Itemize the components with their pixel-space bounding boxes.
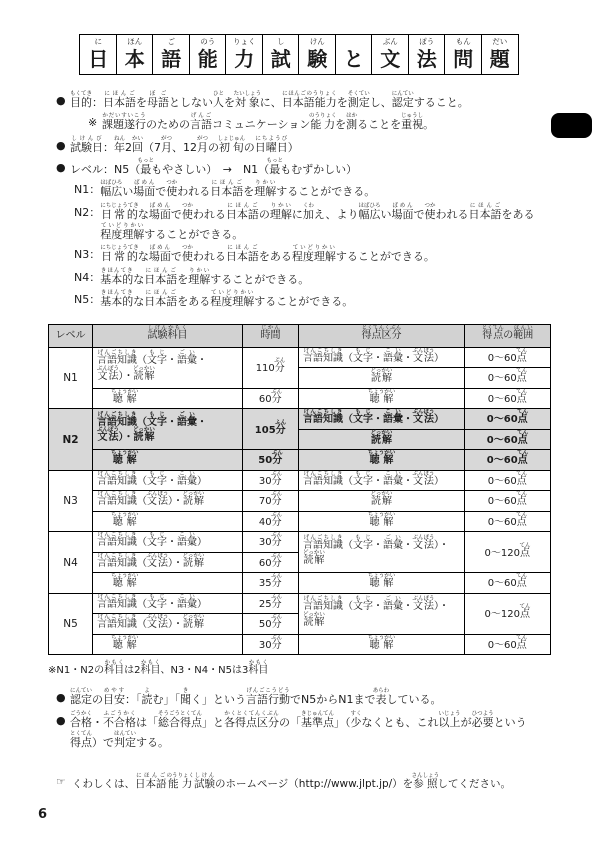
title-char-box (189, 34, 227, 75)
purpose-text: 目的もくてき：日本語にほんごを母語ぼごとしない人ひとを対象たいしょうに、日本語能力にほんごのうりょくを測定そくていし、認定にんていすること。 (70, 91, 469, 109)
level-desc-line (48, 203, 550, 246)
level-overview-line (48, 158, 550, 180)
note-text: 認定にんていの目安めやす：「読よむ」「聞きく」という言語行動げんごこうどうでN5からN1まで表あらわしている。 (70, 688, 442, 707)
score-section-cell: 聴解ちょうかい (299, 511, 465, 532)
subject-cell: 聴解ちょうかい (93, 573, 243, 594)
score-section-cell: 読解どっかい (299, 429, 465, 450)
score-section-cell: 言語知識げんごちしき（文字もじ・語彙ごい・文法ぶんぽう）・読解どっかい (299, 593, 465, 634)
score-section-cell: 言語知識げんごちしき（文字もじ・語彙ごい・文法ぶんぽう） (299, 347, 465, 368)
score-section-cell: 聴解ちょうかい (299, 388, 465, 409)
score-section-cell: 聴解ちょうかい (299, 450, 465, 471)
score-section-cell: 言語知識げんごちしき（文字もじ・語彙ごい・文法ぶんぽう） (299, 409, 465, 430)
bullet-marker: ● (56, 161, 66, 175)
notes-section (48, 688, 550, 753)
title-char-box (335, 34, 373, 75)
table-row (49, 347, 551, 368)
score-range-cell: 0〜60点てん (465, 409, 551, 430)
score-range-cell: 0〜60点てん (465, 634, 551, 655)
time-cell: 50分ぷん (243, 450, 299, 471)
time-cell: 50分ぷん (243, 614, 299, 635)
time-cell: 35分ふん (243, 573, 299, 594)
time-cell: 110分ぷん (243, 347, 299, 388)
col-header-subjects: 試験科目しけんかもく (93, 325, 243, 348)
subject-cell: 言語知識げんごちしき（文法ぶんぽう）・読解どっかい (93, 491, 243, 512)
score-section-cell: 言語知識げんごちしき（文字もじ・語彙ごい・文法ぶんぽう）・読解どっかい (299, 532, 465, 573)
title-char-ruby: し (277, 37, 285, 46)
col-header-score-range: 得点とくてんの範囲はんい (465, 325, 551, 348)
title-char-box (481, 34, 519, 75)
col-header-score-section: 得点区分とくてんくぶん (299, 325, 465, 348)
level-label: N5： (74, 293, 101, 307)
reference-text: くわしくは、日本語にほんご能力のうりょく試験しけんのホームページ（http://www.jlpt.jp/）を参照さんしょうしてください。 (72, 773, 511, 791)
subject-cell: 言語知識げんごちしき（文字もじ・語彙ごい・文法ぶんぽう）・読解どっかい (93, 347, 243, 388)
level-label: N4： (74, 270, 101, 284)
title-char-ruby: もん (455, 37, 471, 46)
table-row (49, 532, 551, 553)
title-char-box (79, 34, 117, 75)
title-char: 本 (124, 47, 145, 71)
time-cell: 25分ふん (243, 593, 299, 614)
table-row (49, 491, 551, 512)
score-section-cell: 聴解ちょうかい (299, 573, 465, 594)
score-range-cell: 0〜60点てん (465, 429, 551, 450)
level-cell: N2 (49, 409, 93, 471)
level-desc-line (48, 245, 550, 267)
title-char: 験 (307, 47, 328, 71)
score-range-cell: 0〜60点てん (465, 573, 551, 594)
subject-cell: 言語知識げんごちしき（文法ぶんぽう）・読解どっかい (93, 552, 243, 573)
title-char-ruby: だい (492, 37, 508, 46)
title-char-box (262, 34, 300, 75)
time-cell: 40分ぷん (243, 511, 299, 532)
score-range-cell: 0〜60点てん (465, 347, 551, 368)
subject-cell: 言語知識げんごちしき（文字もじ・語彙ごい・文法ぶんぽう）・読解どっかい (93, 409, 243, 450)
score-section-cell: 言語知識げんごちしき（文字もじ・語彙ごい・文法ぶんぽう） (299, 470, 465, 491)
col-header-level: レベル (49, 325, 93, 348)
subject-cell: 聴解ちょうかい (93, 511, 243, 532)
subject-cell: 聴解ちょうかい (93, 450, 243, 471)
time-cell: 70分ぷん (243, 491, 299, 512)
score-section-cell: 読解どっかい (299, 368, 465, 389)
table-row (49, 593, 551, 614)
time-cell: 60分ぷん (243, 388, 299, 409)
time-cell: 30分ぷん (243, 532, 299, 553)
bullet-marker: ● (56, 691, 66, 705)
title-char: と (343, 47, 364, 71)
level-desc-line (48, 290, 550, 312)
reference-mark: ※ (88, 116, 98, 130)
exam-date-line (48, 136, 550, 158)
level-label: N2： (74, 205, 101, 219)
title-char-ruby: のう (200, 37, 216, 46)
title-char: 問 (453, 47, 474, 71)
exam-date-text: 試験日しけんび：年ねん2回かい（7月がつ、12月がつの初旬しょじゅんの日曜日にちようび） (70, 135, 299, 154)
purpose-line (48, 91, 550, 113)
level-desc-text: 幅広はばひろい場面ばめんで使つかわれる日本語にほんごを理解りかいすることができる。 (100, 180, 376, 199)
title-char: 能 (197, 47, 218, 71)
level-desc-line (48, 180, 550, 202)
table-row (49, 511, 551, 532)
page-title (48, 34, 550, 75)
note-text: 合格ごうかく・不合格ふごうかくは「総合得点そうごうとくてん」と各得点区分かくとくてんくぶんの「基準点きじゅんてん」（少すくなくとも、これ以上いじょうが必要ひつようという得点とくてん）で判定はんていする。 (70, 710, 527, 750)
level-cell: N5 (49, 593, 93, 655)
title-char: 題 (489, 47, 510, 71)
subject-cell: 言語知識げんごちしき（文法ぶんぽう）・読解どっかい (93, 614, 243, 635)
title-char-box (225, 34, 263, 75)
time-cell: 60分ぷん (243, 552, 299, 573)
title-char-ruby: ぽう (419, 37, 435, 46)
title-char-ruby: けん (309, 37, 325, 46)
bullet-marker: ● (56, 138, 66, 152)
subject-cell: 聴解ちょうかい (93, 388, 243, 409)
level-label: N1： (74, 183, 101, 197)
level-overview-text: レベル：N5（最もっともやさしい） → N1（最もっともむずかしい） (70, 158, 358, 177)
score-range-cell: 0〜60点てん (465, 491, 551, 512)
title-char-box (408, 34, 446, 75)
title-char: 文 (380, 47, 401, 71)
col-header-time: 時間じかん (243, 325, 299, 348)
title-char-ruby: ぶん (382, 37, 398, 46)
score-range-cell: 0〜60点てん (465, 450, 551, 471)
title-char-ruby: ご (167, 37, 175, 46)
score-range-cell: 0〜120点てん (465, 532, 551, 573)
table-row (49, 573, 551, 594)
title-char-box (371, 34, 409, 75)
title-char: 語 (161, 47, 182, 71)
note-line (48, 711, 550, 754)
title-char: 力 (234, 47, 255, 71)
score-range-cell: 0〜60点てん (465, 511, 551, 532)
task-note-text: 課題遂行かだいすいこうのための言語げんごコミュニケーション能力のうりょくを測はかることを重視じゅうし。 (102, 113, 435, 132)
bullet-marker: ● (56, 94, 66, 107)
table-row-highlighted (49, 409, 551, 430)
title-char-ruby: に (94, 37, 102, 46)
table-header-row (49, 325, 551, 348)
title-char: 日 (88, 47, 109, 71)
level-desc-text: 日常的にちじょうてきな場面ばめんで使つかわれる日本語にほんごの理解りかいに加くわえ、より幅広はばひろい場面ばめんで使つかわれる日本語にほんごをある程度理解ていどりかいすることができる。 (100, 202, 535, 242)
title-char-box (444, 34, 482, 75)
level-cell: N4 (49, 532, 93, 594)
title-char: 法 (416, 47, 437, 71)
table-footnote: ※N1・N2の科目かもくは2科目かもく、N3・N4・N5は3科目かもく (48, 660, 269, 677)
title-char-box (298, 34, 336, 75)
subject-cell: 言語知識げんごちしき（文字もじ・語彙ごい） (93, 532, 243, 553)
level-cell: N1 (49, 347, 93, 409)
level-desc-text: 日常的にちじょうてきな場面ばめんで使つかわれる日本語にほんごをある程度理解ていどりかいすることができる。 (100, 245, 435, 264)
level-desc-line (48, 268, 550, 290)
title-char: 試 (270, 47, 291, 71)
title-char-ruby: ほん (127, 37, 143, 46)
time-cell: 105分ふん (243, 409, 299, 450)
pointing-hand-icon: ☞ (56, 776, 66, 789)
level-cell: N3 (49, 470, 93, 532)
bullet-marker: ● (56, 713, 66, 727)
reference-line (48, 773, 550, 794)
score-section-cell: 読解どっかい (299, 491, 465, 512)
table-row (49, 388, 551, 409)
level-desc-text: 基本的きほんてきな日本語にほんごを理解りかいすることができる。 (100, 267, 310, 286)
level-desc-text: 基本的きほんてきな日本語にほんごをある程度理解ていどりかいすることができる。 (100, 290, 354, 309)
time-cell: 30分ぷん (243, 634, 299, 655)
table-row (49, 470, 551, 491)
task-note-line (48, 113, 550, 135)
subject-cell: 聴解ちょうかい (93, 634, 243, 655)
edge-tab (551, 113, 592, 138)
table-row-highlighted (49, 450, 551, 471)
page-number: 6 (38, 807, 48, 822)
time-cell: 30分ぷん (243, 470, 299, 491)
jlpt-levels-table (48, 324, 551, 655)
level-label: N3： (74, 248, 101, 262)
intro-section (48, 91, 550, 312)
title-char-box (152, 34, 190, 75)
subject-cell: 言語知識げんごちしき（文字もじ・語彙ごい） (93, 593, 243, 614)
title-char-box (116, 34, 154, 75)
note-line (48, 688, 550, 710)
title-char-ruby: りょく (233, 37, 256, 46)
score-section-cell: 聴解ちょうかい (299, 634, 465, 655)
score-range-cell: 0〜60点てん (465, 470, 551, 491)
score-range-cell: 0〜120点てん (465, 593, 551, 634)
score-range-cell: 0〜60点てん (465, 368, 551, 389)
table-row (49, 634, 551, 655)
score-range-cell: 0〜60点てん (465, 388, 551, 409)
subject-cell: 言語知識げんごちしき（文字もじ・語彙ごい） (93, 470, 243, 491)
